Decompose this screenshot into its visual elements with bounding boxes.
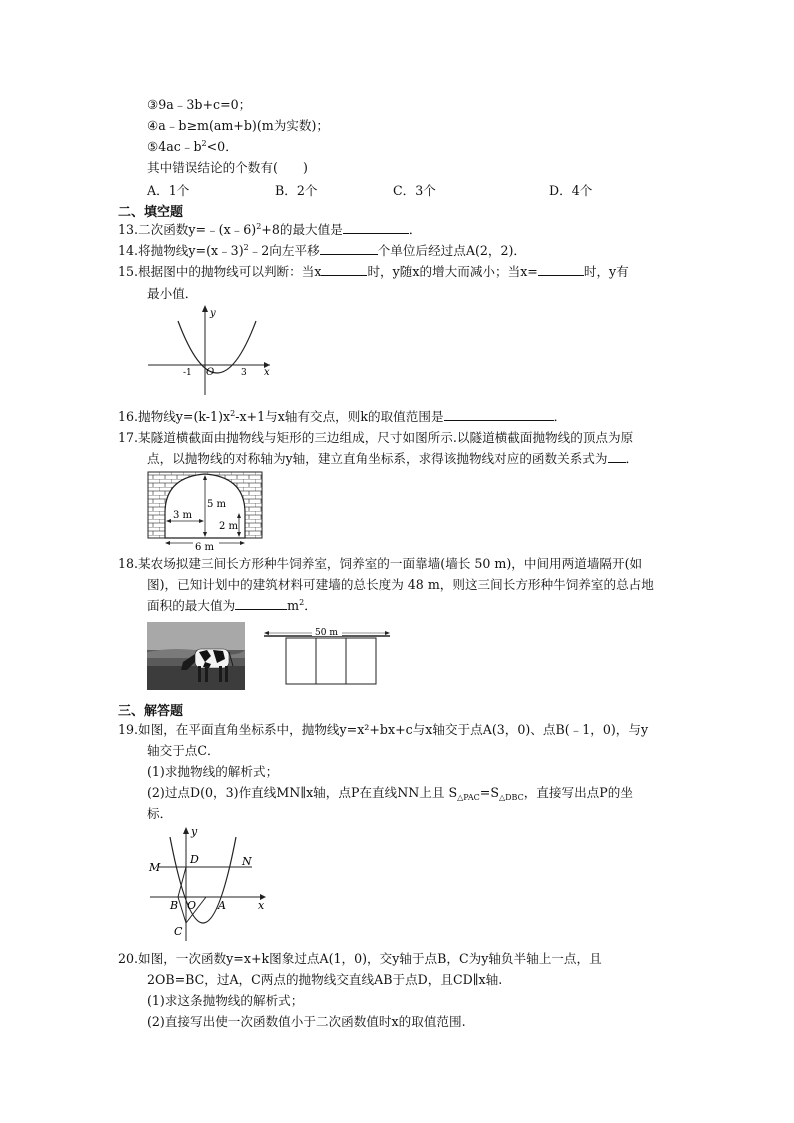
question-18-line1: 18.某农场拟建三间长方形种牛饲养室，饲养室的一面靠墙(墙长 50 m)，中间用两道墙隔开(如: [118, 556, 643, 571]
cow-photo: [147, 622, 245, 690]
option-b: B．2个: [275, 183, 318, 198]
question-14: 14.将抛物线y=(x﹣3)$^2$﹣2向左平移 个单位后经过点A(2，2)．: [118, 243, 526, 258]
statement-4: ④a﹣b≥m(am+b)(m为实数)；: [147, 118, 329, 133]
height-2m-label: 2 m: [219, 521, 239, 532]
point-m-label: M: [149, 861, 161, 874]
section-title-fill-blank: 二、填空题: [118, 205, 184, 220]
question-19-line5: 标．: [147, 806, 173, 821]
question-19-line1: 19.如图，在平面直角坐标系中，抛物线y=x²+bx+c与x轴交于点A(3，0)、点B(﹣1，0)，与y: [118, 722, 649, 737]
option-d: D．4个: [549, 183, 593, 198]
question-20-line1: 20.如图，一次函数y=x+k图象过点A(1，0)，交y轴于点B，C为y轴负半轴上一点，且: [118, 951, 602, 966]
y-label: y: [191, 825, 198, 838]
question-13: 13.二次函数y=﹣(x﹣6)$^2$+8的最大值是 ．: [118, 222, 422, 237]
coordinate-figure-q19: [144, 823, 268, 945]
point-a-label: A: [218, 899, 226, 912]
origin-label: O: [187, 899, 197, 912]
width-6m-label: 6 m: [195, 542, 215, 551]
statement-5: $⑤4ac﹣b^2<0$．: [147, 139, 238, 154]
statement-3: ③9a﹣3b+c=0；: [147, 97, 252, 112]
origin-label: O: [206, 367, 215, 378]
x-label: x: [264, 367, 270, 378]
point-c-label: C: [174, 925, 183, 938]
parabola-curve: [170, 837, 236, 923]
tick-3: 3: [241, 368, 247, 378]
question-18-line2: 图)，已知计划中的建筑材料可建墙的总长度为 48 m，则这三间长方形种牛饲养室的总占地: [147, 577, 654, 592]
width-3m-label: 3 m: [173, 510, 193, 521]
question-20-line3: (1)求这条抛物线的解析式；: [147, 993, 304, 1008]
wall-length-label: 50 m: [315, 628, 338, 638]
tunnel-figure-q17: [147, 471, 263, 551]
question-20-line4: (2)直接写出使一次函数值小于二次函数值时x的取值范围.: [147, 1014, 466, 1029]
tick-neg1: -1: [183, 368, 192, 378]
option-a: A．1个: [147, 183, 190, 198]
height-5m-label: 5 m: [207, 499, 227, 510]
point-b-label: B: [170, 899, 179, 912]
parabola-figure-q15: [144, 303, 274, 397]
question-19-line4: (2)过点D(0，3)作直线MN∥x轴，点P在直线NN上且 $S_{\triangle PAC}=S_{\triangle DBC}$，直接写出点P的坐: [147, 785, 633, 802]
rooms-diagram: [260, 626, 394, 688]
question-20-line2: 2OB=BC，过A，C两点的抛物线交直线AB于点D，且CD∥x轴.: [147, 972, 503, 987]
option-c: C．3个: [393, 183, 436, 198]
question-16: 16.抛物线$y=(k-1)x^2-x+1$与x轴有交点，则k的取值范围是 ．: [118, 409, 567, 424]
x-label: x: [258, 899, 265, 912]
section-title-solve: 三、解答题: [118, 704, 184, 719]
question-19-line3: (1)求抛物线的解析式；: [147, 764, 279, 779]
question-18-line3: 面积的最大值为 $m^2$．: [147, 598, 317, 613]
point-n-label: N: [242, 855, 252, 868]
rooms-outline: [286, 638, 376, 684]
point-d-label: D: [190, 853, 199, 866]
q12-question: 其中错误结论的个数有( ): [147, 160, 308, 175]
question-15-line1: 15.根据图中的抛物线可以判断：当x 时，y随x的增大而减小；当x= 时，y有: [118, 264, 629, 279]
question-17-line2: 点，以抛物线的对称轴为y轴，建立直角坐标系，求得该抛物线对应的函数关系式为 ．: [147, 451, 639, 466]
y-label: y: [210, 308, 216, 319]
question-17-line1: 17.某隧道横截面由抛物线与矩形的三边组成，尺寸如图所示.以隧道横截面抛物线的顶点为原: [118, 430, 634, 445]
question-19-line2: 轴交于点C．: [147, 743, 220, 758]
question-15-line2: 最小值．: [147, 286, 198, 301]
